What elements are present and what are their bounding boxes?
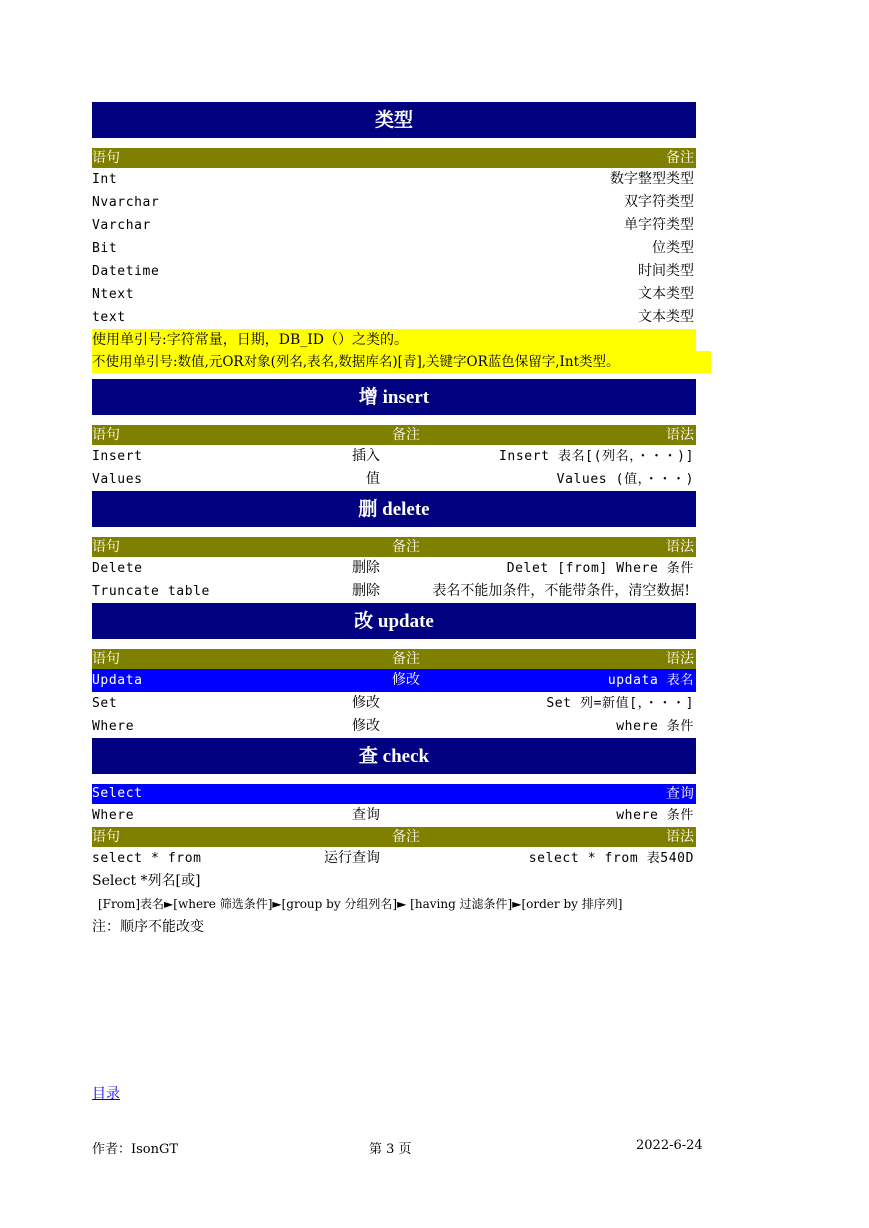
sheet	[92, 102, 696, 938]
header-syntax: 语法	[666, 651, 694, 667]
header-remark: 备注	[392, 539, 420, 555]
select-row	[92, 784, 696, 804]
syntax-cell: 表名不能加条件，不能带条件，清空数据!	[432, 583, 690, 599]
remark-cell: 双字符类型	[624, 194, 694, 210]
remark-cell: 单字符类型	[624, 217, 694, 233]
statement-cell: Updata	[92, 673, 143, 688]
remark-cell: 位类型	[652, 240, 694, 256]
header-row	[92, 649, 696, 669]
syntax-cell: Delet [from] Where 条件	[506, 561, 694, 576]
statement-cell: Insert	[92, 449, 143, 464]
section-title-delete: 删 delete	[92, 491, 696, 527]
update-row	[92, 715, 696, 738]
remark-cell: 文本类型	[638, 286, 694, 302]
type-row	[92, 283, 696, 306]
delete-row	[92, 580, 696, 603]
update-row	[92, 669, 696, 692]
type-row	[92, 306, 696, 329]
footer-date: 2022-6-24	[636, 1138, 703, 1153]
insert-row	[92, 468, 696, 491]
header-remark: 备注	[392, 427, 420, 443]
type-row	[92, 237, 696, 260]
section-title-update: 改 update	[92, 603, 696, 639]
remark-cell: 值	[366, 471, 380, 487]
remark-cell: 修改	[352, 695, 380, 711]
statement-cell: text	[92, 310, 126, 325]
syntax-cell: where 条件	[616, 808, 694, 823]
footer-page-number: 第 3 页	[369, 1142, 412, 1157]
statement-cell: Ntext	[92, 287, 135, 302]
section-title-insert: 增 insert	[92, 379, 696, 415]
type-row	[92, 214, 696, 237]
update-row	[92, 692, 696, 715]
statement-cell: Nvarchar	[92, 195, 160, 210]
type-row	[92, 191, 696, 214]
toc-link[interactable]: 目录	[92, 1086, 120, 1102]
clause-order-line: [From]表名►[where 筛选条件]►[group by 分组列名]► [having 过滤条件]►[order by 排序列]	[98, 897, 623, 911]
remark-cell: 文本类型	[638, 309, 694, 325]
header-syntax: 语法	[666, 427, 694, 443]
check-row	[92, 847, 696, 870]
statement-cell: Where	[92, 808, 135, 823]
section-title-types: 类型	[92, 102, 696, 138]
header-remark: 备注	[392, 651, 420, 667]
statement-cell: Varchar	[92, 218, 151, 233]
remark-cell: 删除	[352, 560, 380, 576]
syntax-cell: Insert 表名[(列名，・・・)]	[499, 449, 694, 464]
header-row	[92, 425, 696, 445]
insert-row	[92, 445, 696, 468]
header-statement: 语句	[92, 539, 120, 555]
footer-author: 作者：IsonGT	[92, 1142, 179, 1157]
quote-note	[92, 329, 696, 351]
header-syntax: 语法	[666, 829, 694, 845]
header-statement: 语句	[92, 427, 120, 443]
header-syntax: 语法	[666, 539, 694, 555]
no-quote-note	[92, 351, 711, 373]
header-row	[92, 827, 696, 847]
header-statement: 语句	[92, 150, 120, 166]
statement-cell: Set	[92, 696, 118, 711]
header-row	[92, 537, 696, 557]
remark-cell: 修改	[352, 718, 380, 734]
header-statement: 语句	[92, 829, 120, 845]
statement-cell: Truncate table	[92, 584, 210, 599]
where-row	[92, 804, 696, 827]
syntax-cell: where 条件	[616, 719, 694, 734]
type-row	[92, 168, 696, 191]
statement-cell: Int	[92, 172, 118, 187]
statement-cell: Values	[92, 472, 143, 487]
statement-cell: Datetime	[92, 264, 160, 279]
statement-cell: select * from	[92, 851, 202, 866]
syntax-cell: Set 列=新值[，・・・]	[546, 696, 694, 711]
remark-cell: 删除	[352, 583, 380, 599]
statement-cell: Select	[92, 786, 143, 801]
section-title-check: 查 check	[92, 738, 696, 774]
statement-cell: Where	[92, 719, 135, 734]
remark-cell: 数字整型类型	[610, 171, 694, 187]
remark-cell: 运行查询	[324, 850, 380, 866]
remark-cell: 查询	[352, 807, 380, 823]
syntax-cell: 查询	[666, 786, 694, 802]
syntax-cell: Values (值，・・・)	[556, 472, 694, 487]
no-quote-note-text: 不使用单引号:数值,元OR对象(列名,表名,数据库名)[青],关键字OR蓝色保留字,Int类型。	[92, 354, 620, 370]
header-remark: 备注	[666, 150, 694, 166]
remark-cell: 修改	[392, 672, 420, 688]
delete-row	[92, 557, 696, 580]
order-note: 注：顺序不能改变	[92, 919, 204, 935]
type-row	[92, 260, 696, 283]
header-remark: 备注	[392, 829, 420, 845]
syntax-cell: select * from 表540D	[528, 851, 694, 866]
header-row	[92, 148, 696, 168]
remark-cell: 时间类型	[638, 263, 694, 279]
select-syntax-line: Select *列名[或]	[92, 873, 201, 889]
quote-note-text: 使用单引号:字符常量，日期，DB_ID（）之类的。	[92, 332, 408, 348]
header-statement: 语句	[92, 651, 120, 667]
remark-cell: 插入	[352, 448, 380, 464]
syntax-cell: updata 表名	[607, 673, 694, 688]
statement-cell: Bit	[92, 241, 118, 256]
statement-cell: Delete	[92, 561, 143, 576]
